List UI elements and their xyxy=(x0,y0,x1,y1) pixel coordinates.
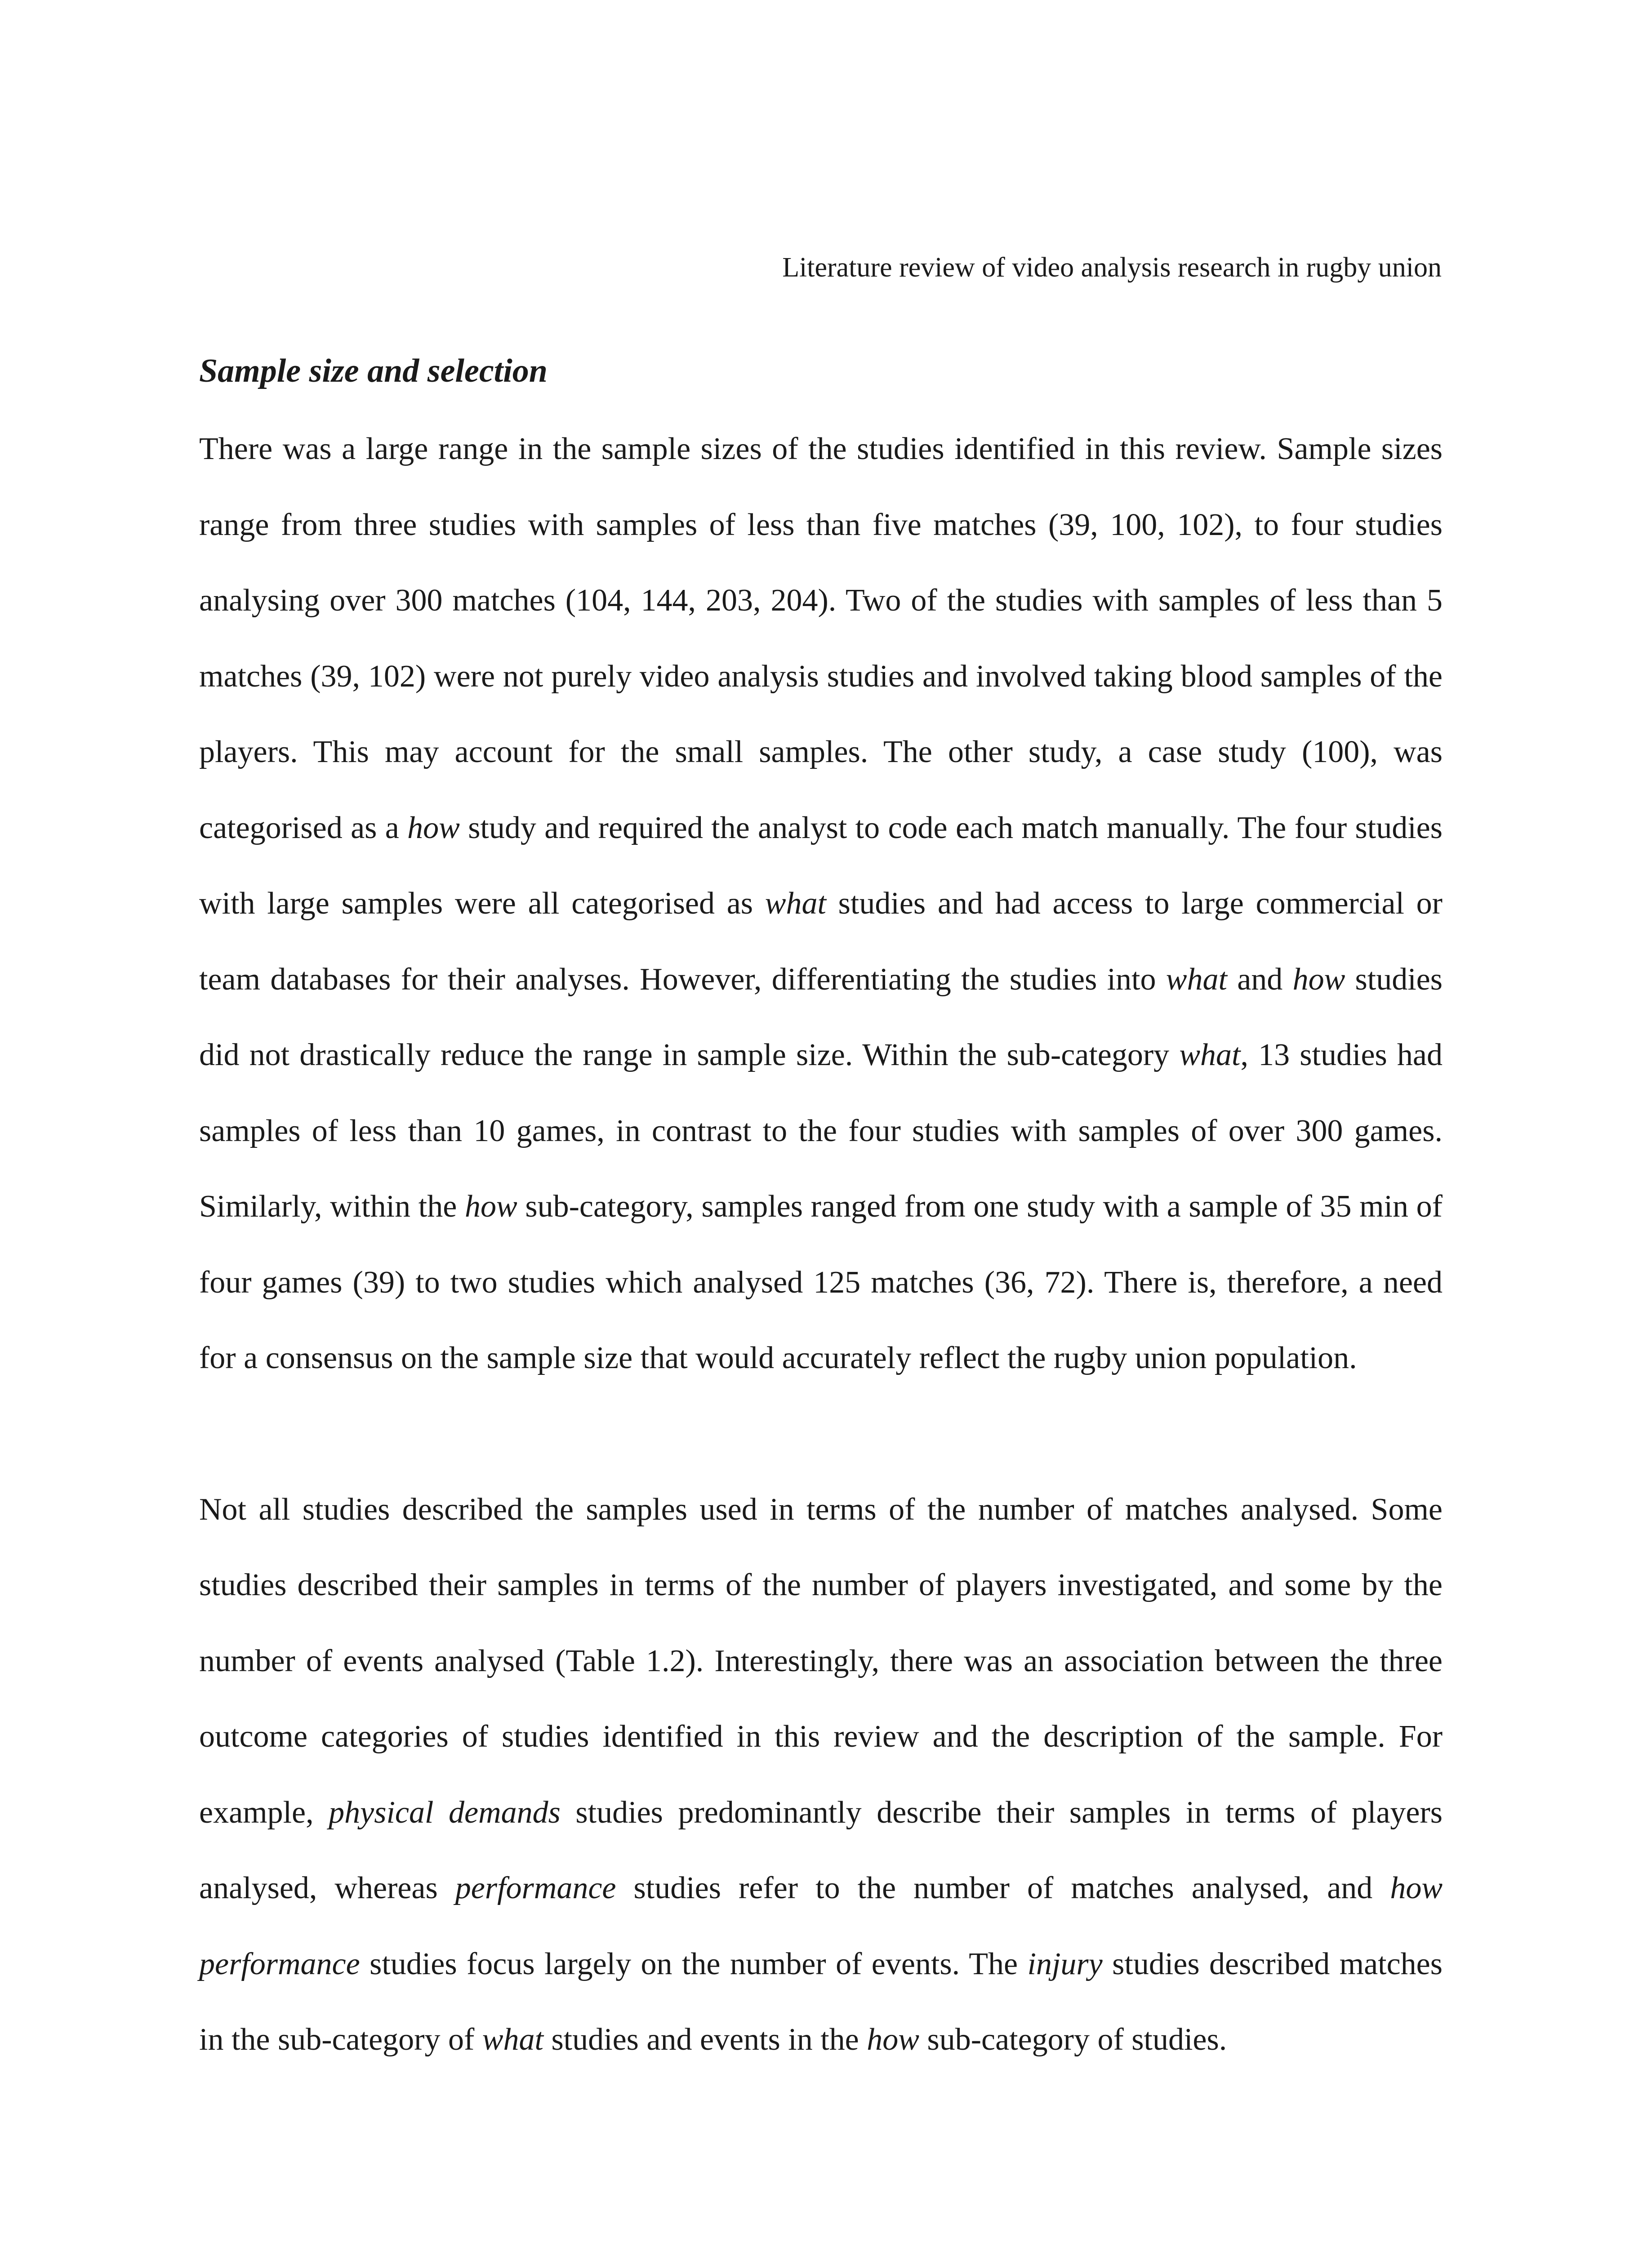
text-run: , 13 studies had samples of less than 10 games, in contrast to the four studies with samples of over 300 games. Similarly, within the xyxy=(199,1038,1443,1224)
text-run: sub-category, samples ranged from one study with a sample of 35 min of four games (39) to two studies which analysed 125 matches (36, 72). There is, therefore, a need for a consensus on the sample size that would accurately reflect the rugby union population. xyxy=(199,1189,1443,1375)
text-run: Not all studies described the samples used in terms of the number of matches analysed. Some studies described their samples in terms of the number of players investigated, and some by the number of events analysed (Table 1.2). Interestingly, there was an association between the three outcome categories of studies identified in this review and the description of the sample. For example, xyxy=(199,1492,1443,1830)
italic-term: how xyxy=(464,1189,517,1224)
italic-term: what xyxy=(1166,962,1227,997)
italic-term: how performance xyxy=(199,1871,1443,1981)
italic-term: performance xyxy=(455,1871,616,1905)
text-run: studies predominantly describe their samples in terms of players analysed, whereas xyxy=(199,1795,1443,1905)
text-run: studies described matches in the sub-category of xyxy=(199,1946,1443,2057)
paragraph xyxy=(199,411,1443,1396)
italic-term: what xyxy=(765,886,826,921)
text-run: studies did not drastically reduce the range in sample size. Within the sub-category xyxy=(199,962,1443,1072)
running-header: Literature review of video analysis research in rugby union xyxy=(782,252,1442,283)
italic-term: physical demands xyxy=(329,1795,561,1830)
italic-term: how xyxy=(1292,962,1345,997)
italic-term: what xyxy=(482,2022,543,2057)
italic-term: what xyxy=(1179,1038,1241,1072)
text-run: studies and events in the xyxy=(543,2022,867,2057)
text-run: and xyxy=(1227,962,1293,997)
text-run: studies and had access to large commercial or team databases for their analyses. However, differentiating the studies into xyxy=(199,886,1443,997)
text-run: There was a large range in the sample sizes of the studies identified in this review. Sample sizes range from three studies with samples of less than five matches (39, 100, 102), to four studies analysing over 300 matches (104, 144, 203, 204). Two of the studies with samples of less than 5 matches (39, 102) were not purely video analysis studies and involved taking blood samples of the players. This may account for the small samples. The other study, a case study (100), was categorised as a xyxy=(199,432,1443,845)
text-run: studies focus largely on the number of events. The xyxy=(360,1946,1028,1981)
text-run: study and required the analyst to code each match manually. The four studies with large samples were all categorised as xyxy=(199,810,1443,921)
body-content xyxy=(199,348,1443,2078)
italic-term: injury xyxy=(1027,1946,1103,1981)
section-heading: Sample size and selection xyxy=(199,352,548,389)
paragraph xyxy=(199,1472,1443,2078)
text-run: sub-category of studies. xyxy=(919,2022,1227,2057)
italic-term: how xyxy=(867,2022,919,2057)
text-run: studies refer to the number of matches analysed, and xyxy=(616,1871,1390,1905)
italic-term: how xyxy=(407,810,460,845)
